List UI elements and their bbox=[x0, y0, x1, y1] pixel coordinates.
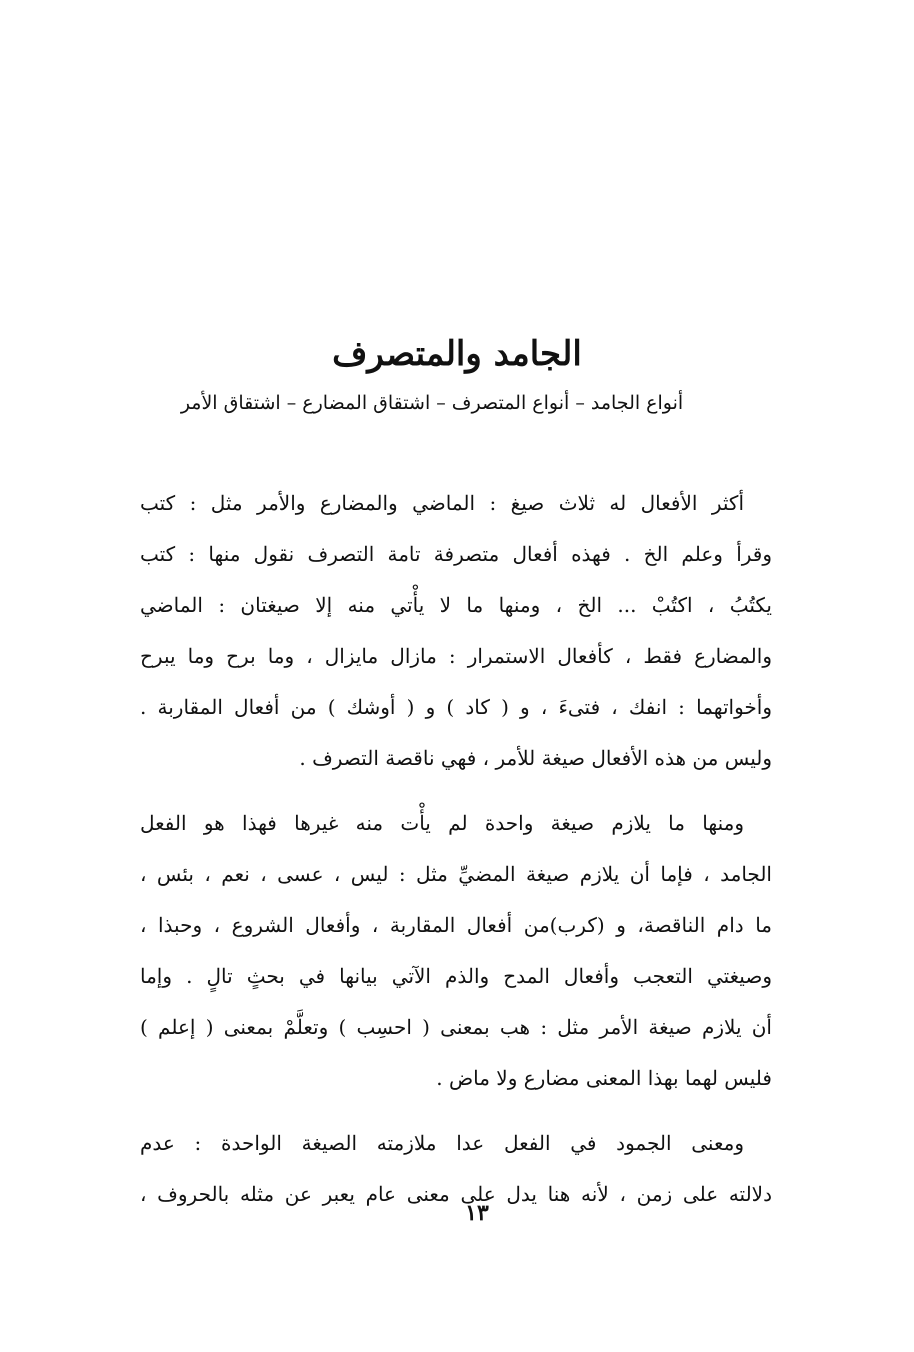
chapter-title: الجامد والمتصرف bbox=[332, 334, 582, 374]
paragraph-2 bbox=[140, 798, 772, 1104]
chapter-subtitle: أنواع الجامد – أنواع المتصرف – اشتقاق المضارع – اشتقاق الأمر bbox=[180, 392, 684, 414]
text-line: يكتُبُ ، اكتُبْ ... الخ ، ومنها ما لا يأْتي منه إلا صيغتان : الماضي bbox=[140, 593, 772, 617]
text-line: وقرأ وعلم الخ . فهذه أفعال متصرفة تامة التصرف نقول منها : كتب bbox=[140, 542, 772, 566]
text-line: ومعنى الجمود في الفعل عدا ملازمته الصيغة الواحدة : عدم bbox=[140, 1131, 744, 1155]
text-line: أن يلازم صيغة الأمر مثل : هب بمعنى ( احسِب ) وتعلَّمْ بمعنى ( إعلم ) bbox=[140, 1015, 772, 1039]
text-line: ما دام الناقصة، و (كرب)من أفعال المقاربة ، وأفعال الشروع ، وحبذا ، bbox=[140, 913, 772, 937]
text-line: أكثر الأفعال له ثلاث صيغ : الماضي والمضارع والأمر مثل : كتب bbox=[140, 491, 744, 515]
text-line: وليس من هذه الأفعال صيغة للأمر ، فهي ناقصة التصرف . bbox=[299, 746, 772, 770]
text-line: وصيغتي التعجب وأفعال المدح والذم الآتي بيانها في بحثٍ تالٍ . وإما bbox=[140, 964, 772, 988]
text-line: دلالته على زمن ، لأنه هنا يدل على معنى عام يعبر عن مثله بالحروف ، bbox=[140, 1182, 772, 1206]
paragraph-1 bbox=[140, 478, 772, 784]
text-line: فليس لهما بهذا المعنى مضارع ولا ماض . bbox=[436, 1066, 772, 1090]
body-text bbox=[140, 478, 772, 1220]
page-number: ١٣ bbox=[465, 1200, 489, 1226]
text-line: الجامد ، فإما أن يلازم صيغة المضيِّ مثل : ليس ، عسى ، نعم ، بئس ، bbox=[140, 862, 772, 886]
text-line: وأخواتهما : انفك ، فتىءَ ، و ( كاد ) و ( أوشك ) من أفعال المقاربة . bbox=[140, 695, 772, 719]
text-line: ومنها ما يلازم صيغة واحدة لم يأْت منه غيرها فهذا هو الفعل bbox=[140, 811, 745, 835]
text-line: والمضارع فقط ، كأفعال الاستمرار : مازال مايزال ، وما برح وما يبرح bbox=[140, 644, 772, 668]
